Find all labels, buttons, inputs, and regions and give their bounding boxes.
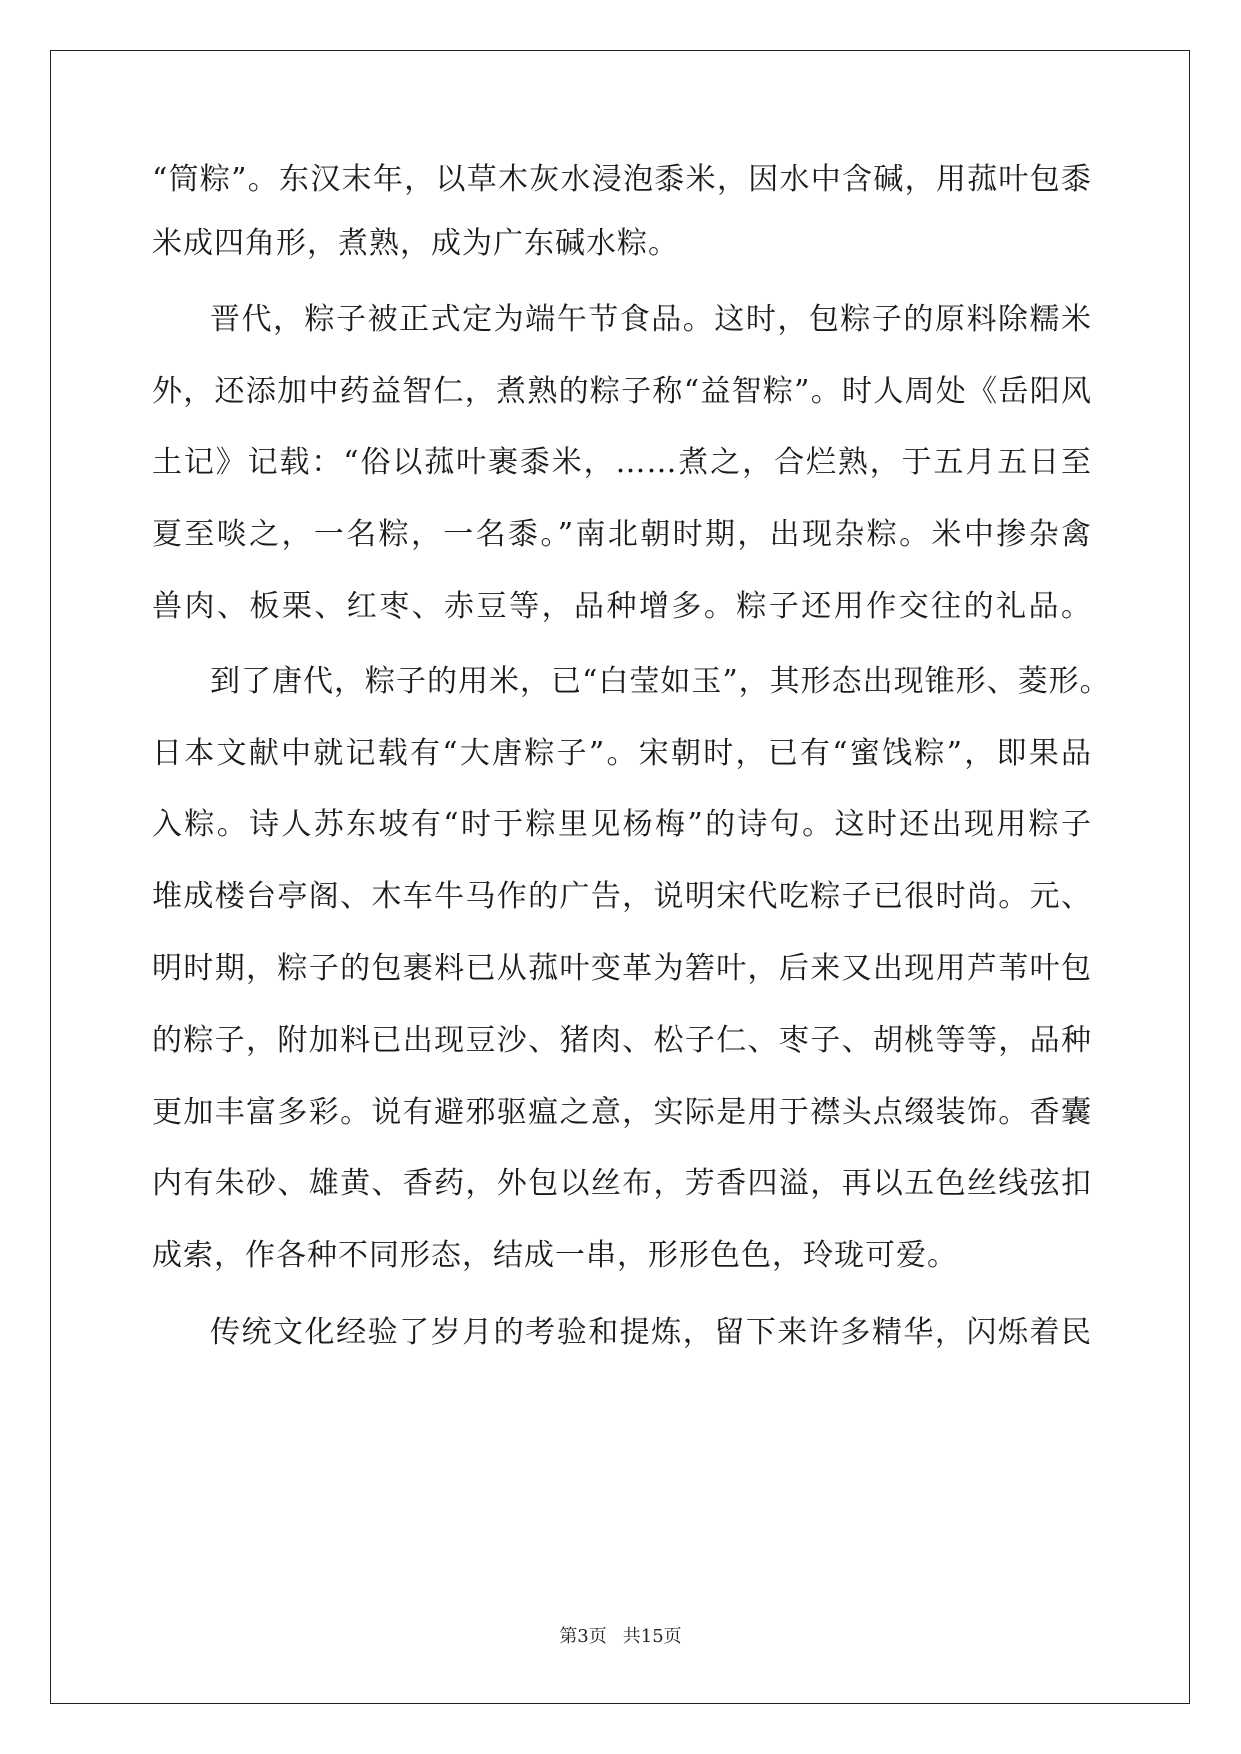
paragraph-first-line: 传统文化经验了岁月的考验和提炼，留下来许多精华，闪烁着民: [210, 1315, 1092, 1350]
text-line: 日本文献中就记载有“大唐粽子”。宋朝时，已有“蜜饯粽”，即果品: [152, 736, 1092, 771]
page-footer: [0, 1625, 1241, 1649]
text-line: 米成四角形，煮熟，成为广东碱水粽。: [152, 226, 679, 261]
text-line: 明时期，粽子的包裹料已从菰叶变革为箬叶，后来又出现用芦苇叶包: [152, 951, 1092, 986]
text-line: 外，还添加中药益智仁，煮熟的粽子称“益智粽”。时人周处《岳阳风: [152, 374, 1092, 409]
text-line: 更加丰富多彩。说有避邪驱瘟之意，实际是用于襟头点缀装饰。香囊: [152, 1095, 1092, 1130]
text-line: 堆成楼台亭阁、木车牛马作的广告，说明宋代吃粽子已很时尚。元、: [152, 879, 1092, 914]
paragraph-first-line: 到了唐代，粽子的用米，已“白莹如玉”，其形态出现锥形、菱形。: [210, 664, 1111, 699]
text-line: 的粽子，附加料已出现豆沙、猪肉、松子仁、枣子、胡桃等等，品种: [152, 1023, 1092, 1058]
text-line: 内有朱砂、雄黄、香药，外包以丝布，芳香四溢，再以五色丝线弦扣: [152, 1166, 1092, 1201]
paragraph-first-line: 晋代，粽子被正式定为端午节食品。这时，包粽子的原料除糯米: [210, 302, 1092, 337]
text-line: “筒粽”。东汉末年，以草木灰水浸泡黍米，因水中含碱，用菰叶包黍: [152, 162, 1092, 197]
text-line: 兽肉、板栗、红枣、赤豆等，品种增多。粽子还用作交往的礼品。: [152, 589, 1092, 624]
text-line: 土记》记载：“俗以菰叶裹黍米，……煮之，合烂熟，于五月五日至: [152, 445, 1092, 480]
text-line: 成索，作各种不同形态，结成一串，形形色色，玲珑可爱。: [152, 1238, 958, 1273]
text-line: 入粽。诗人苏东坡有“时于粽里见杨梅”的诗句。这时还出现用粽子: [152, 807, 1092, 842]
page-number: 第3页: [559, 1626, 607, 1647]
text-line: 夏至啖之，一名粽，一名黍。”南北朝时期，出现杂粽。米中掺杂禽: [152, 517, 1092, 552]
page-total: 共15页: [622, 1626, 682, 1647]
